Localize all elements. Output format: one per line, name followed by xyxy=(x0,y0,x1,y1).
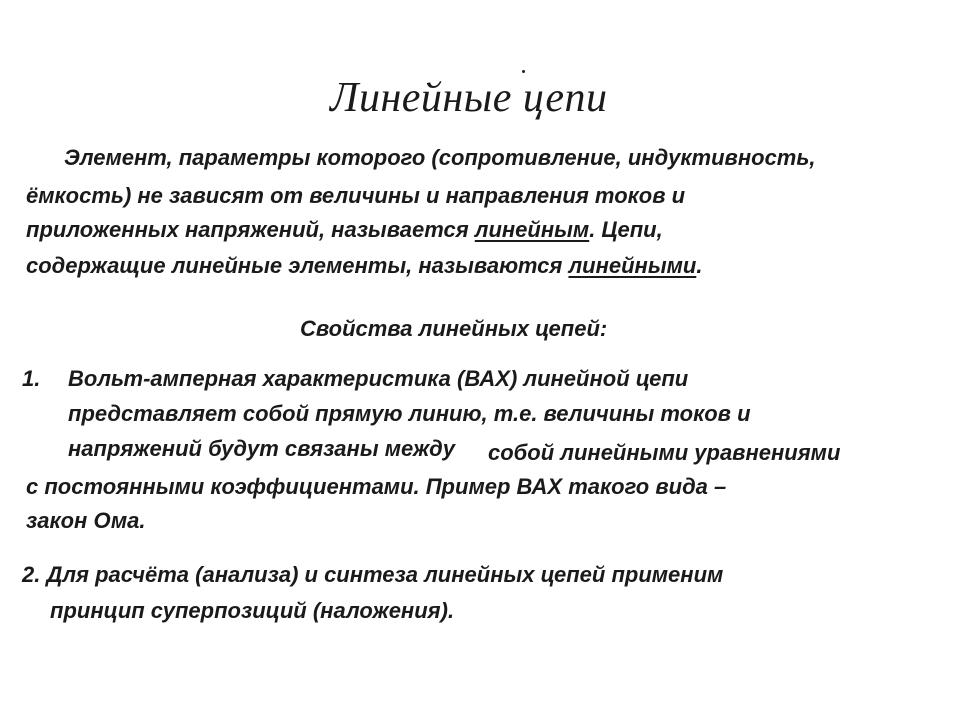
definition-line-3-end: . Цепи, xyxy=(589,217,663,242)
definition-line-1: Элемент, параметры которого (сопротивление, индуктивность, xyxy=(64,145,816,170)
property-2-line-1: 2. Для расчёта (анализа) и синтеза линейных цепей применим xyxy=(22,562,724,587)
term-linear: линейным xyxy=(474,217,590,242)
property-1-line-5: закон Ома. xyxy=(26,508,146,533)
property-1-line-3: напряжений будут связаны между xyxy=(68,436,455,461)
definition-line-2: ёмкость) не зависят от величины и направления токов и xyxy=(26,183,686,208)
property-2-line-2: принцип суперпозиций (наложения). xyxy=(50,598,455,623)
property-1-line-4: с постоянными коэффициентами. Пример ВАХ такого вида – xyxy=(26,474,727,499)
properties-heading: Свойства линейных цепей: xyxy=(300,316,608,341)
definition-line-4-end: . xyxy=(696,253,703,278)
definition-line-4-start: содержащие линейные элементы, называются xyxy=(26,253,569,278)
term-linear-plural: линейными xyxy=(568,253,697,278)
slide-title: Линейные цепи xyxy=(330,75,608,121)
property-1-number: 1. xyxy=(22,366,41,391)
definition-line-3-start: приложенных напряжений, называется xyxy=(26,217,475,242)
property-1-line-1: Вольт-амперная характеристика (ВАХ) линейной цепи xyxy=(68,366,689,391)
definition-line-3 xyxy=(26,217,663,243)
property-1-line-3-overlap: собой линейными уравнениями xyxy=(488,440,841,465)
definition-line-4 xyxy=(26,253,702,279)
stray-dot xyxy=(522,70,525,73)
property-1-line-2: представляет собой прямую линию, т.е. величины токов и xyxy=(68,401,751,426)
